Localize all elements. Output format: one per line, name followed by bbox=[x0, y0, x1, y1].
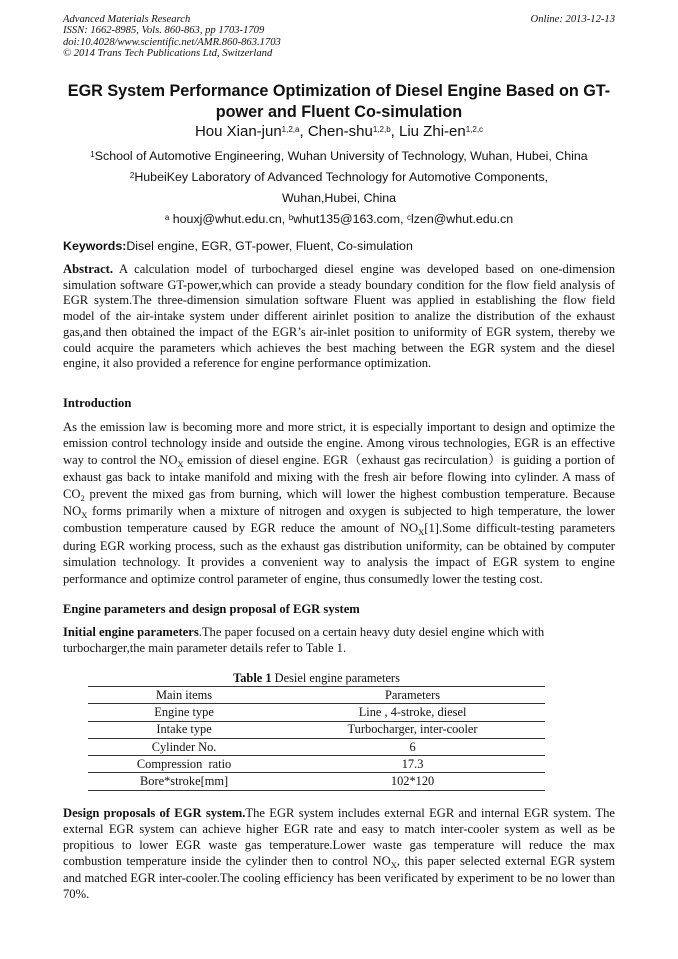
issn: ISSN: 1662-8985, Vols. 860-863, pp 1703-1709 bbox=[63, 25, 265, 37]
keywords bbox=[63, 239, 615, 253]
aff-sup: 2 bbox=[129, 171, 135, 180]
author-sup: 1,2,a bbox=[281, 125, 300, 134]
subscript: X bbox=[81, 510, 88, 521]
email-sup: c bbox=[406, 213, 411, 222]
journal-name: Advanced Materials Research bbox=[63, 14, 191, 25]
column-header: Main items bbox=[88, 687, 280, 704]
cell: Bore*stroke[mm] bbox=[88, 773, 280, 790]
introduction-text bbox=[63, 419, 615, 587]
table-caption bbox=[88, 671, 545, 686]
cell: Compression ratio bbox=[88, 756, 280, 773]
subscript: X bbox=[177, 458, 184, 469]
aff-text: HubeiKey Laboratory of Advanced Technology for Automotive Components, bbox=[134, 170, 549, 184]
text: As the emission law is becoming more and more strict, it is especially important to design and optimize the emission control technology inside and outside the engine. Among virous technologies, EGR is an effective way to control the NO bbox=[63, 420, 615, 467]
text: prevent the mixed gas from burning, which will lower the highest combustion temperature. Because NO bbox=[63, 486, 615, 519]
keywords-text: Disel engine, EGR, GT-power, Fluent, Co-simulation bbox=[126, 239, 413, 253]
email: houxj@whut.edu.cn, bbox=[169, 212, 289, 226]
introduction-heading: Introduction bbox=[63, 396, 132, 410]
author-name: Hou Xian-jun bbox=[194, 123, 282, 140]
paragraph-text: .The paper focused on a certain heavy duty desiel engine which with turbocharger,the main parameter details refer to Table 1. bbox=[63, 625, 545, 655]
subscript: X bbox=[418, 527, 425, 538]
authors: Hou Xian-jun$^{1,2,a}$, Chen-shu$^{1,2,b}$, Liu Zhi-en$^{1,2,c}$ bbox=[194, 123, 484, 140]
emails bbox=[63, 209, 615, 230]
text: , this paper selected external EGR system and matched EGR inter-cooler.The cooling efficiency has been verificated by experiment to be no lower than 70%. bbox=[63, 854, 615, 901]
engine-parameters-table bbox=[88, 686, 545, 791]
text: emission of diesel engine. EGR（exhaust gas recirculation）is guiding a portion of exhaust gas back to intake manifold and mixing with the fresh air before flowing into cylinder. A mass of CO bbox=[63, 452, 615, 501]
text: The EGR system includes external EGR and internal EGR system. The external EGR system can achieve higher EGR rate and easy to match inter-cooler system as well as be propitious to lower EGR waste gas temperature.Lower waste gas temperature will reduce the max combustion temperature inside the cylinder then to control NO bbox=[63, 806, 616, 868]
table-row bbox=[88, 721, 545, 738]
affiliation-2 bbox=[63, 167, 615, 188]
email-sup: a bbox=[164, 213, 170, 222]
table-row bbox=[88, 756, 545, 773]
author-name: Chen-shu bbox=[307, 123, 373, 140]
section-heading: Engine parameters and design proposal of EGR system bbox=[63, 602, 360, 616]
abstract bbox=[63, 262, 615, 372]
cell: Turbocharger, inter-cooler bbox=[280, 721, 545, 738]
paper-title: EGR System Performance Optimization of Diesel Engine Based on GT-power and Fluent Co-simulation bbox=[67, 82, 611, 121]
affiliation-1 bbox=[63, 146, 615, 167]
cell: Engine type bbox=[88, 704, 280, 721]
email: lzen@whut.edu.cn bbox=[410, 212, 514, 226]
author-sup: 1,2,b bbox=[372, 125, 391, 134]
abstract-label: Abstract. bbox=[63, 262, 114, 276]
online-date: Online: 2013-12-13 bbox=[530, 14, 615, 25]
table-1 bbox=[63, 671, 615, 791]
affiliation-2-city: Wuhan,Hubei, China bbox=[281, 191, 397, 205]
paragraph-label: Design proposals of EGR system. bbox=[63, 806, 246, 820]
text: [1].Some difficult-testing parameters during EGR working process, such as the exhaust gas distribution uniformity, can be obtained by computer simulation technology. It provides a convenient way to analysis the impact of EGR system to engine performance and optimize control parameter of engine, thus consumedly lower the testing cost. bbox=[63, 521, 615, 586]
design-proposals-paragraph bbox=[63, 805, 615, 902]
aff-text: School of Automotive Engineering, Wuhan University of Technology, Wuhan, Hubei, China bbox=[94, 149, 588, 163]
journal-header bbox=[63, 14, 615, 59]
copyright: © 2014 Trans Tech Publications Ltd, Switzerland bbox=[63, 47, 273, 59]
subscript: 2 bbox=[80, 492, 85, 503]
cell: Cylinder No. bbox=[88, 738, 280, 755]
doi: doi:10.4028/www.scientific.net/AMR.860-863.1703 bbox=[63, 36, 281, 48]
caption-label: Table 1 bbox=[233, 671, 272, 685]
abstract-text: A calculation model of turbocharged diesel engine was developed based on one-dimension simulation software GT-power,which can provide a steady boundary condition for the flow field analysis of EGR system.The three-dimension simulation software Fluent was applied in establishing the flow field model of the air-intake system under different airinlet position to analize the distribution of the exhaust gas,and then obtained the impact of the EGR’s air-inlet position to uniformity of EGR system, thereby we could acquire the parameters which achieves the best maching between the EGR system and the diesel engine, it also provided a reference for engine performance optimization. bbox=[63, 262, 615, 371]
cell: 102*120 bbox=[280, 773, 545, 790]
paragraph-label: Initial engine parameters bbox=[63, 625, 199, 639]
email-sup: b bbox=[288, 213, 294, 222]
author-name: Liu Zhi-en bbox=[399, 123, 466, 140]
cell: Intake type bbox=[88, 721, 280, 738]
cell: 6 bbox=[280, 738, 545, 755]
column-header: Parameters bbox=[280, 687, 545, 704]
table-row bbox=[88, 773, 545, 790]
author-sup: 1,2,c bbox=[465, 125, 484, 134]
subscript: X bbox=[390, 860, 397, 870]
table-row bbox=[88, 704, 545, 721]
initial-parameters-paragraph bbox=[63, 624, 593, 656]
table-row bbox=[88, 738, 545, 755]
cell: 17.3 bbox=[280, 756, 545, 773]
aff-sup: 1 bbox=[90, 150, 95, 159]
email: whut135@163.com, bbox=[293, 212, 407, 226]
cell: Line , 4-stroke, diesel bbox=[280, 704, 545, 721]
affiliations bbox=[63, 146, 615, 230]
text: forms primarily when a mixture of nitrogen and oxygen is subjected to high temperature, the lower combustion temperature caused by EGR reduce the amount of NO bbox=[63, 504, 615, 536]
caption-text: Desiel engine parameters bbox=[271, 671, 400, 685]
keywords-label: Keywords: bbox=[63, 239, 127, 253]
table-header-row bbox=[88, 687, 545, 704]
